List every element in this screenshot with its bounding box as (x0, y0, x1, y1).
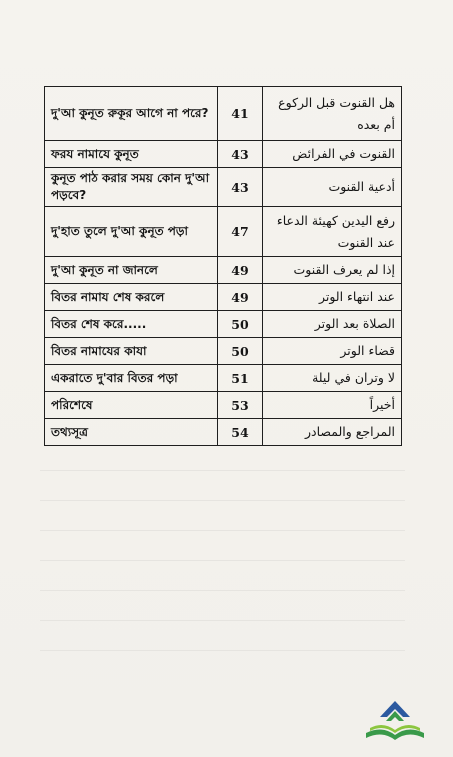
table-row (45, 141, 402, 168)
show-through-line (40, 590, 405, 591)
page-number: 41 (218, 87, 263, 141)
arabic-title: قضاء الوتر (263, 338, 402, 365)
arabic-title: لا وتران في ليلة (263, 365, 402, 392)
arabic-title: المراجع والمصادر (263, 419, 402, 446)
bengali-title: দু'হাত তুলে দু'আ কুনূত পড়া (45, 207, 218, 257)
bengali-title: দু'আ কুনূত না জানলে (45, 257, 218, 284)
book-logo-icon (360, 695, 430, 745)
page-number: 51 (218, 365, 263, 392)
arabic-title: عند انتهاء الوتر (263, 284, 402, 311)
show-through-line (40, 650, 405, 651)
bengali-title: একরাতে দু'বার বিতর পড়া (45, 365, 218, 392)
arabic-title: رفع اليدين كهيئة الدعاء عند القنوت (263, 207, 402, 257)
bengali-title: বিতর শেষ করে..... (45, 311, 218, 338)
bengali-title: বিতর নামায শেষ করলে (45, 284, 218, 311)
page-number: 50 (218, 338, 263, 365)
bengali-title: বিতর নামাযের কাযা (45, 338, 218, 365)
table-of-contents (44, 86, 402, 446)
arabic-title: هل القنوت قبل الركوع أم بعده (263, 87, 402, 141)
table-row (45, 257, 402, 284)
table-row (45, 419, 402, 446)
arabic-title: القنوت في الفرائض (263, 141, 402, 168)
arabic-title: أدعية القنوت (263, 168, 402, 207)
table-row (45, 392, 402, 419)
bengali-title: পরিশেষে (45, 392, 218, 419)
show-through-line (40, 620, 405, 621)
page-number: 43 (218, 168, 263, 207)
page-number: 47 (218, 207, 263, 257)
table-row (45, 168, 402, 207)
arabic-title: أخيراً (263, 392, 402, 419)
bengali-title: তথ্যসূত্র (45, 419, 218, 446)
arabic-title: الصلاة بعد الوتر (263, 311, 402, 338)
page-number: 50 (218, 311, 263, 338)
page-number: 54 (218, 419, 263, 446)
bengali-title: দু'আ কুনূত রুকূর আগে না পরে? (45, 87, 218, 141)
show-through-line (40, 470, 405, 471)
table-row (45, 207, 402, 257)
table-row (45, 365, 402, 392)
show-through-line (40, 530, 405, 531)
table-row (45, 311, 402, 338)
bengali-title: ফরয নামাযে কুনূত (45, 141, 218, 168)
arabic-title: إذا لم يعرف القنوت (263, 257, 402, 284)
show-through-line (40, 560, 405, 561)
bengali-title: কুনূত পাঠ করার সময় কোন দু'আ পড়বে? (45, 168, 218, 207)
page-number: 49 (218, 257, 263, 284)
table-row (45, 87, 402, 141)
page-number: 53 (218, 392, 263, 419)
table-row (45, 338, 402, 365)
page-number: 49 (218, 284, 263, 311)
table-row (45, 284, 402, 311)
show-through-line (40, 500, 405, 501)
page-number: 43 (218, 141, 263, 168)
